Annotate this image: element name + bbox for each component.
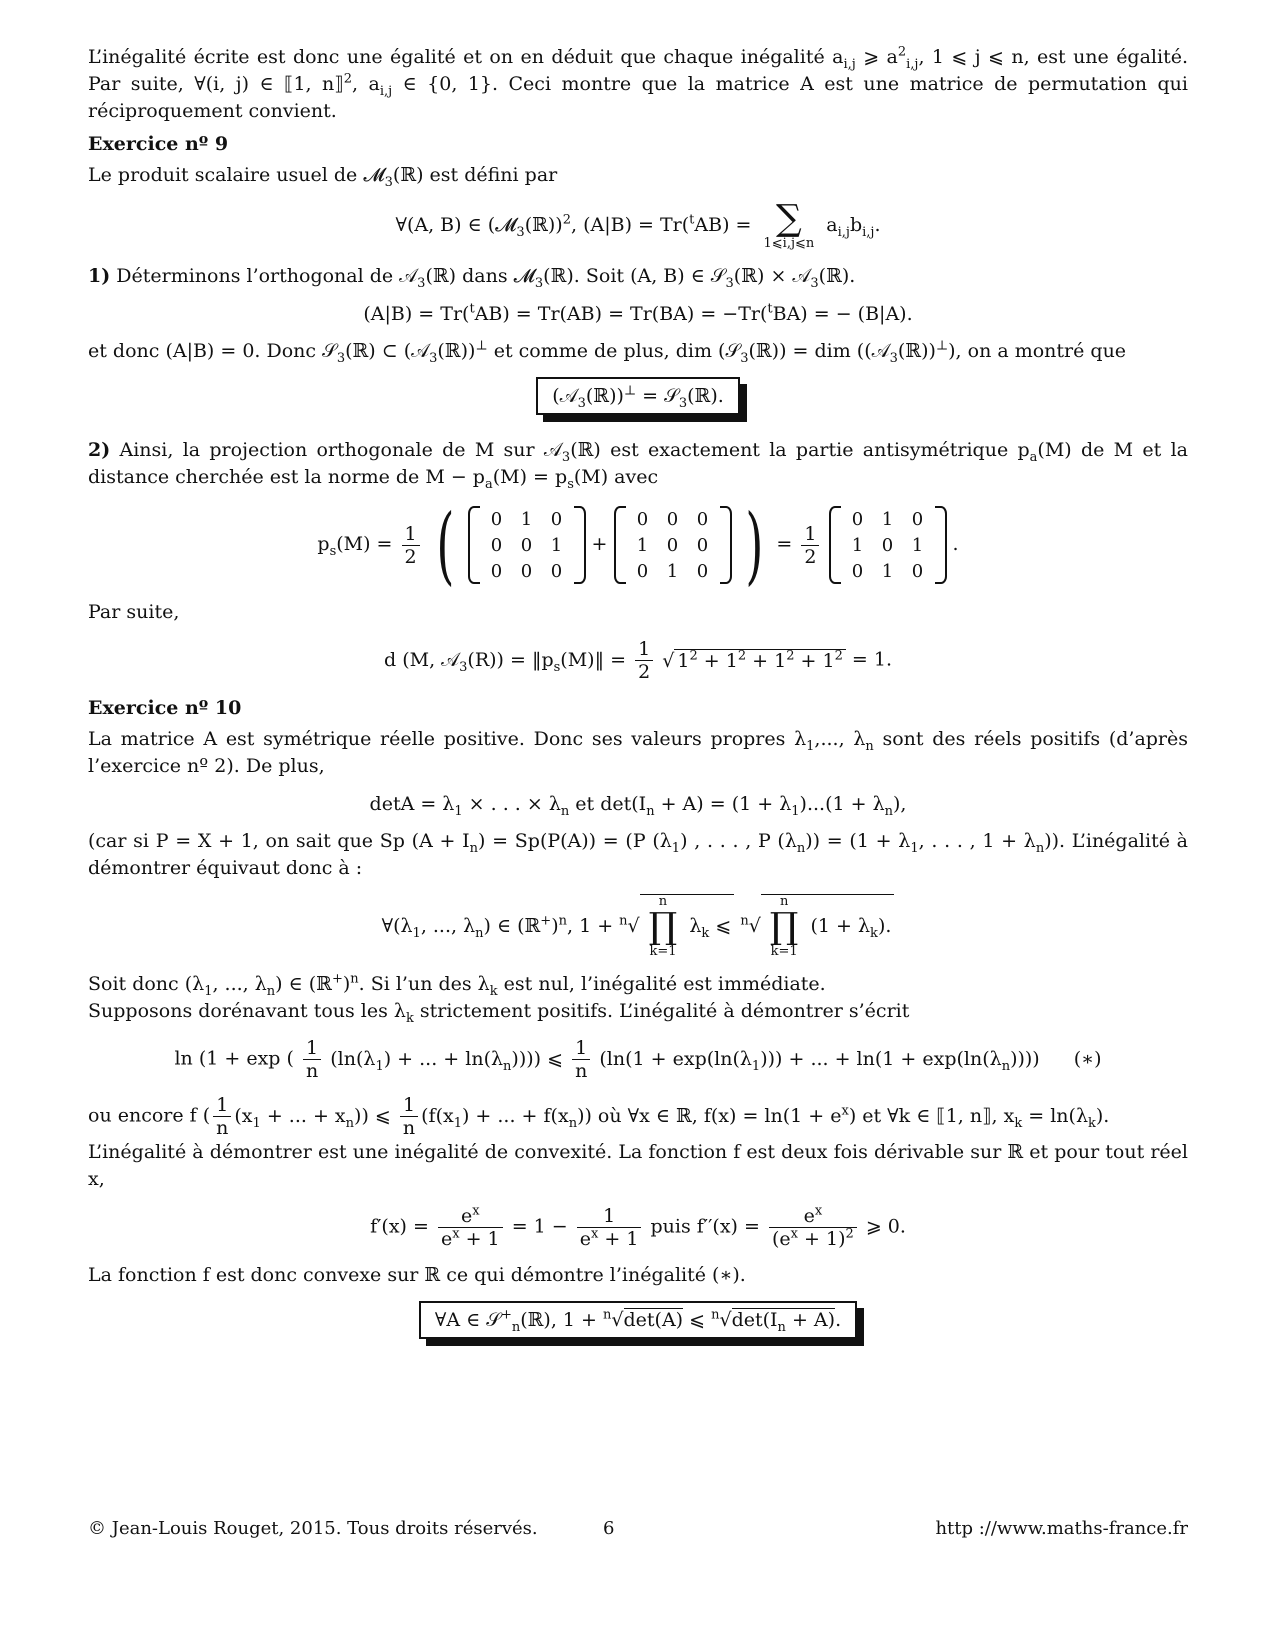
exercise-9-heading: Exercice nº 9 (88, 133, 229, 155)
matrix-cell: 0 (490, 508, 503, 530)
matrix-cell: 0 (696, 508, 709, 530)
ex9-par-suite: Par suite, (88, 601, 180, 623)
ex9-boxed-result: (𝒜$_3$(ℝ))⊥ = 𝒮$_3$(ℝ). (88, 377, 1188, 415)
footer-page-number: 6 (603, 1518, 615, 1539)
matrix-cell: 0 (911, 508, 924, 530)
ex9-equation-2: (A|B) = Tr($^t$AB) = Tr(AB) = Tr(BA) = −Tr($^t$BA) = − (B|A). (363, 301, 913, 325)
matrix-cell: 0 (636, 508, 649, 530)
matrix-cell: 1 (881, 508, 894, 530)
matrix-3 (829, 506, 947, 584)
matrix-cell: 1 (550, 534, 563, 556)
footer-copyright: © Jean-Louis Rouget, 2015. Tous droits réservés. (88, 1518, 538, 1539)
exercise-10-heading: Exercice nº 10 (88, 697, 242, 719)
matrix-cell: 0 (520, 534, 533, 556)
matrix-cell: 0 (666, 508, 679, 530)
matrix-cell: 0 (490, 534, 503, 556)
matrix-cell: 0 (636, 560, 649, 582)
matrix-cell: 1 (851, 534, 864, 556)
matrix-cell: 0 (550, 560, 563, 582)
matrix-cell: 1 (520, 508, 533, 530)
ex10-equation-2: $\forall(\lambda_1$, ..., $\lambda_n$) ∈ (ℝ+)$^n$, 1 + $^n$√ n ∏ k=1 $\lambda_k$ ⩽ $^n$√ n ∏ k=1 $(1 + \lambda_k)$. (88, 894, 1188, 959)
footer-url: http ://www.maths-france.fr (935, 1518, 1188, 1539)
ex10-paragraph-2: (car si P = X + 1, on sait que Sp $(A + I_n) = Sp(P(A)) = (P$ $(\lambda_1)$ , . . . , P $(\lambda_n)) = (1 + \lambda_1$, . . . , $1 + \lambda_n$)). L’inégalité à démontrer équivaut donc à : (88, 830, 1188, 879)
ex10-equation-3: ln (1 + exp ( $\frac{1}{n}$ ($\ln(\lambda_1)$ + ... + $\ln(\lambda_n)$))) ⩽ $\frac{1}{n}$ ($\ln(1 + \exp(\ln(\lambda_1)))$ + ... + $\ln(1 + \exp(\ln(\lambda_n)))$) (∗) (174, 1037, 1102, 1082)
matrix-cell: 1 (881, 560, 894, 582)
ex9-equation-4: d (M, 𝒜$_3$(R)) = $‖p_s(M)‖$ = $\frac{1}{2}$ √ $1^2 + 1^2 + 1^2 + 1^2 = 1$. (384, 638, 892, 683)
matrix-cell: 0 (520, 560, 533, 582)
ex10-paragraph-1: La matrice A est symétrique réelle positive. Donc ses valeurs propres $\lambda_1$,..., $\lambda_n$ sont des réels positifs (d’après l’exercice nº 2). De plus, (88, 728, 1189, 777)
ex9-equation-3: $p_s(M)$ = $\frac{1}{2}$ ( 0 1 0 0 0 1 0 0 0 + 0 0 0 1 0 0 0 1 0 ) = $\frac{1}{2}$ 0 1 0 1 0 1 0 1 0 . (317, 496, 959, 594)
matrix-cell: 1 (666, 560, 679, 582)
matrix-cell: 0 (881, 534, 894, 556)
intro-paragraph: L’inégalité écrite est donc une égalité et on en déduit que chaque inégalité $a_{i,j}$ ⩾ $a^2_{i,j}$, 1 ⩽ j ⩽ n, est une égalité. Par suite, ∀(i, j) ∈ ⟦1, n⟧$^2$, $a_{i,j}$ ∈ {0, 1}. Ceci montre que la matrice A est une matrice de permutation qui réciproquement convient. (88, 44, 1188, 122)
matrix-cell: 0 (666, 534, 679, 556)
ex9-equation-1: ∀(A, B) ∈ (𝓜$_3$(ℝ))$^2$, (A|B) = Tr($^t$AB) = ∑ 1⩽i,j⩽n $a_{i,j}b_{i,j}$. (395, 198, 881, 251)
matrix-cell: 1 (636, 534, 649, 556)
matrix-cell: 0 (550, 508, 563, 530)
ex10-paragraph-6: L’inégalité à démontrer est une inégalité de convexité. La fonction f est deux fois dérivable sur ℝ et pour tout réel x, (88, 1141, 1188, 1190)
ex9-paragraph-1: Le produit scalaire usuel de 𝓜$_3$(ℝ) est défini par (88, 164, 558, 190)
matrix-cell: 0 (490, 560, 503, 582)
matrix-cell: 0 (851, 560, 864, 582)
ex10-boxed-result: ∀A ∈ 𝒮+$_n$(ℝ), 1 + $^n$√det(A) ⩽ $^n√\det(I_n + A)$. (88, 1301, 1188, 1339)
ex10-paragraph-3: Soit donc ($\lambda_1$, ..., $\lambda_n$) ∈ (ℝ+)$^n$. Si l’un des $\lambda_k$ est nul, l’inégalité est immédiate. (88, 971, 826, 999)
matrix-cell: 0 (696, 560, 709, 582)
ex10-equation-4: f′(x) = $\frac{e^x}{e^x + 1}$ = 1 − $\frac{1}{e^x + 1}$ puis f′′(x) = $\frac{e^x}{(e^x + 1)^2}$ ⩾ 0. (370, 1203, 906, 1250)
ex9-question-1: 1) Déterminons l’orthogonal de 𝒜$_3$(ℝ) dans 𝓜$_3$(ℝ). Soit (A, B) ∈ 𝒮$_3$(ℝ) × 𝒜$_3$(ℝ). (88, 265, 856, 291)
ex9-paragraph-2: et donc (A|B) = 0. Donc 𝒮$_3$(ℝ) ⊂ (𝒜$_3$(ℝ))⊥ et comme de plus, dim (𝒮$_3$(ℝ)) = dim ((𝒜$_3$(ℝ))⊥), on a montré que (88, 338, 1127, 366)
matrix-1 (468, 506, 586, 584)
matrix-cell: 0 (696, 534, 709, 556)
ex10-equation-1: $\det A = \lambda_1$ × . . . × $\lambda_n$ et $\det(I_n + A) = (1 + \lambda_1)...(1 + \lambda_n)$, (369, 793, 907, 819)
page-content (88, 44, 1188, 1361)
matrix-cell: 0 (851, 508, 864, 530)
matrix-cell: 1 (911, 534, 924, 556)
matrix-2 (614, 506, 732, 584)
ex9-question-2: 2) Ainsi, la projection orthogonale de M sur 𝒜$_3$(ℝ) est exactement la partie antisymétrique $p_a(M)$ de M et la distance cherchée est la norme de $M - p_a(M) = p_s(M)$ avec (88, 439, 1188, 492)
ex10-paragraph-5: ou encore f ( $\frac{1}{n}$ ($x_1$ + ... + $x_n$)) ⩽ $\frac{1}{n}$ ($f(x_1)$ + ... + $f(x_n)$) où ∀x ∈ ℝ, $f(x) = \ln(1 + e^x)$ et ∀k ∈ ⟦1, n⟧, $x_k = \ln(\lambda_k)$. (88, 1094, 1110, 1139)
ex10-paragraph-7: La fonction f est donc convexe sur ℝ ce qui démontre l’inégalité (∗). (88, 1264, 746, 1286)
matrix-cell: 0 (911, 560, 924, 582)
ex10-paragraph-4: Supposons dorénavant tous les $\lambda_k$ strictement positifs. L’inégalité à démontrer s’écrit (88, 1000, 910, 1026)
